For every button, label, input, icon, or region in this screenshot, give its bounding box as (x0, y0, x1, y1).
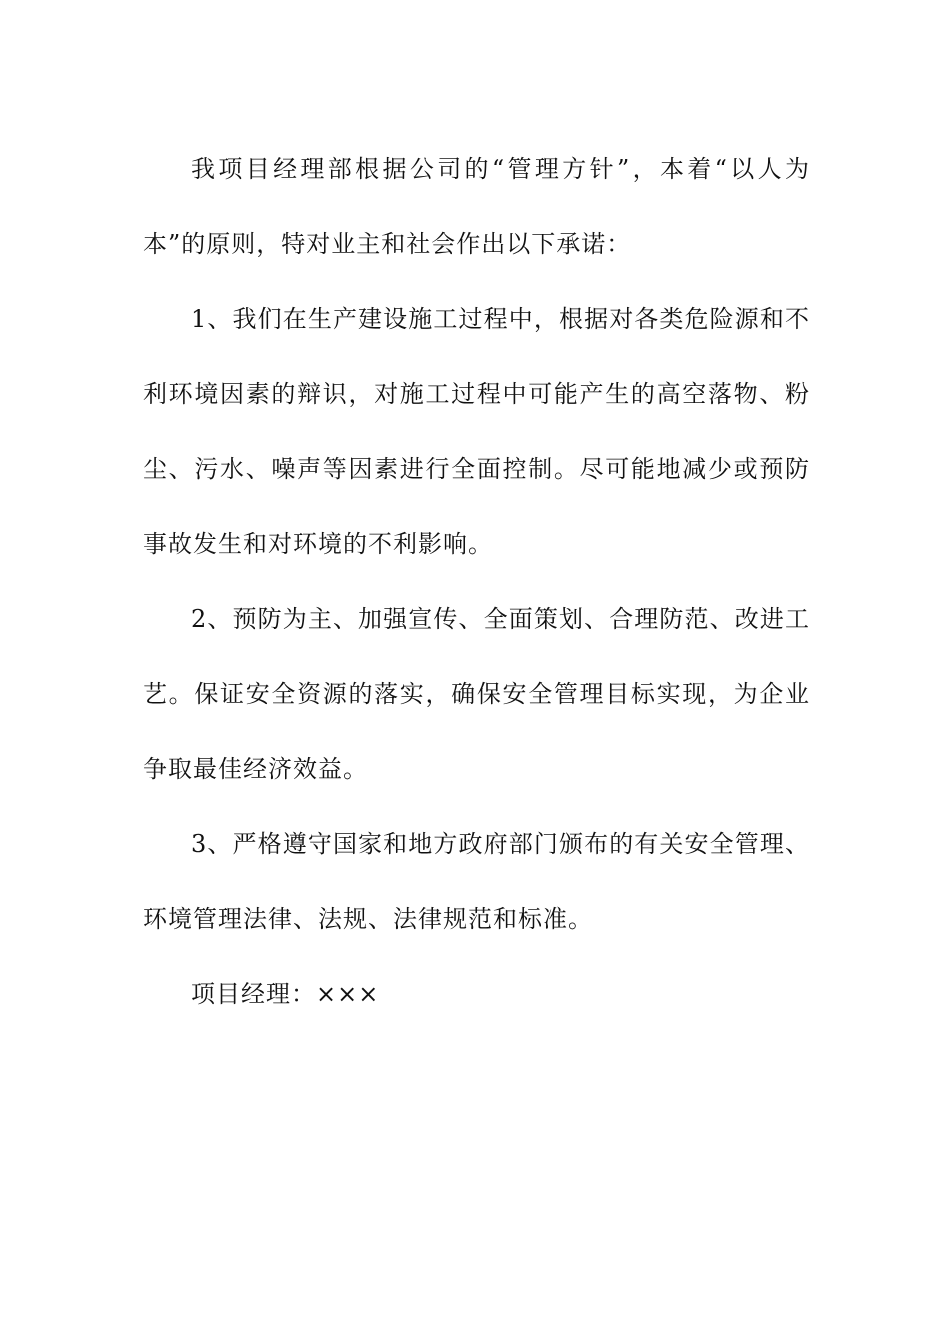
paragraph-commitment-3: 3、严格遵守国家和地方政府部门颁布的有关安全管理、环境管理法律、法规、法律规范和标准。 (143, 830, 810, 933)
document-body (143, 132, 810, 1032)
paragraph-commitment-1: 1、我们在生产建设施工过程中，根据对各类危险源和不利环境因素的辩识，对施工过程中可能产生的高空落物、粉尘、污水、噪声等因素进行全面控制。尽可能地减少或预防事故发生和对环境的不利影响。 (143, 305, 810, 558)
signature-line: 项目经理：××× (191, 980, 380, 1008)
paragraph-commitment-2: 2、预防为主、加强宣传、全面策划、合理防范、改进工艺。保证安全资源的落实，确保安全管理目标实现，为企业争取最佳经济效益。 (143, 605, 810, 783)
paragraph-intro: 我项目经理部根据公司的“管理方针”，本着“以人为本”的原则，特对业主和社会作出以下承诺： (143, 155, 810, 258)
